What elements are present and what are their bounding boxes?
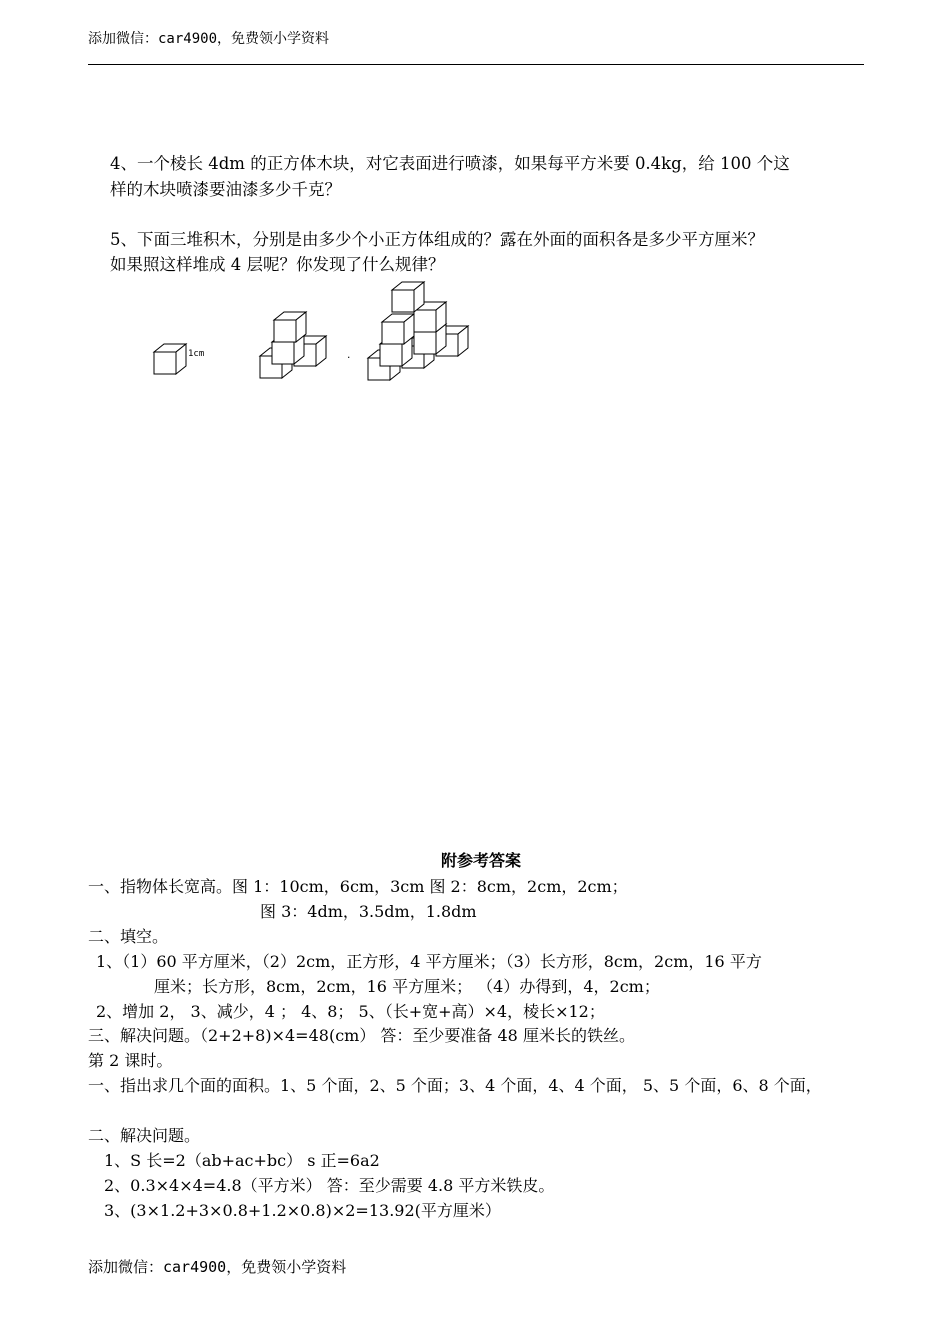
page-header: 添加微信：car4900，免费领小学资料 xyxy=(88,31,330,47)
answer-line: 第 2 课时。 xyxy=(88,1051,173,1070)
answer-line: 1、（1）60 平方厘米，（2）2cm，正方形，4 平方厘米；（3）长方形，8cm，2cm，16 平方 xyxy=(96,952,762,971)
stack-2-layers xyxy=(260,312,326,378)
answer-line: 二、填空。 xyxy=(88,927,169,946)
question-4-line-2: 样的木块喷漆要油漆多少千克？ xyxy=(110,180,341,199)
answer-line: 1、S 长=2（ab+ac+bc） s 正=6a2 xyxy=(104,1151,380,1170)
answer-line: 图 3：4dm，3.5dm，1.8dm xyxy=(260,902,477,921)
answer-line: 一、指物体长宽高。图 1：10cm，6cm，3cm 图 2：8cm，2cm，2cm； xyxy=(88,877,628,896)
separator-dot: . xyxy=(346,351,352,361)
answer-line: 3、(3×1.2+3×0.8+1.2×0.8)×2=13.92(平方厘米） xyxy=(104,1201,501,1220)
question-4-line-1: 4、一个棱长 4dm 的正方体木块，对它表面进行喷漆，如果每平方米要 0.4kg，给 100 个这 xyxy=(110,154,790,173)
page-footer: 添加微信：car4900，免费领小学资料 xyxy=(88,1258,347,1276)
question-5-line-2: 如果照这样堆成 4 层呢？你发现了什么规律？ xyxy=(110,255,445,274)
block-stacks-figure xyxy=(140,272,480,384)
header-rule xyxy=(88,64,864,65)
answer-line: 二、解决问题。 xyxy=(88,1126,201,1145)
answer-line: 厘米；长方形，8cm，2cm，16 平方厘米； （4）办得到，4，2cm； xyxy=(154,977,660,996)
answer-line: 2、增加 2， 3、减少，4 ； 4、8； 5、（长+宽+高）×4，棱长×12； xyxy=(96,1002,605,1021)
question-5-line-1: 5、下面三堆积木，分别是由多少个小正方体组成的？露在外面的面积各是多少平方厘米？ xyxy=(110,230,764,249)
answers-title: 附参考答案 xyxy=(441,851,522,870)
answer-line: 三、解决问题。（2+2+8)×4=48(cm） 答：至少要准备 48 厘米长的铁丝。 xyxy=(88,1026,635,1045)
stack-3-layers xyxy=(368,282,468,380)
unit-label: 1cm xyxy=(188,349,205,359)
stack-1-layer xyxy=(154,344,204,374)
answer-line: 2、0.3×4×4=4.8（平方米） 答：至少需要 4.8 平方米铁皮。 xyxy=(104,1176,555,1195)
answer-line: 一、指出求几个面的面积。1、5 个面，2、5 个面；3、4 个面，4、4 个面， 5、5 个面，6、8 个面， xyxy=(88,1076,822,1095)
